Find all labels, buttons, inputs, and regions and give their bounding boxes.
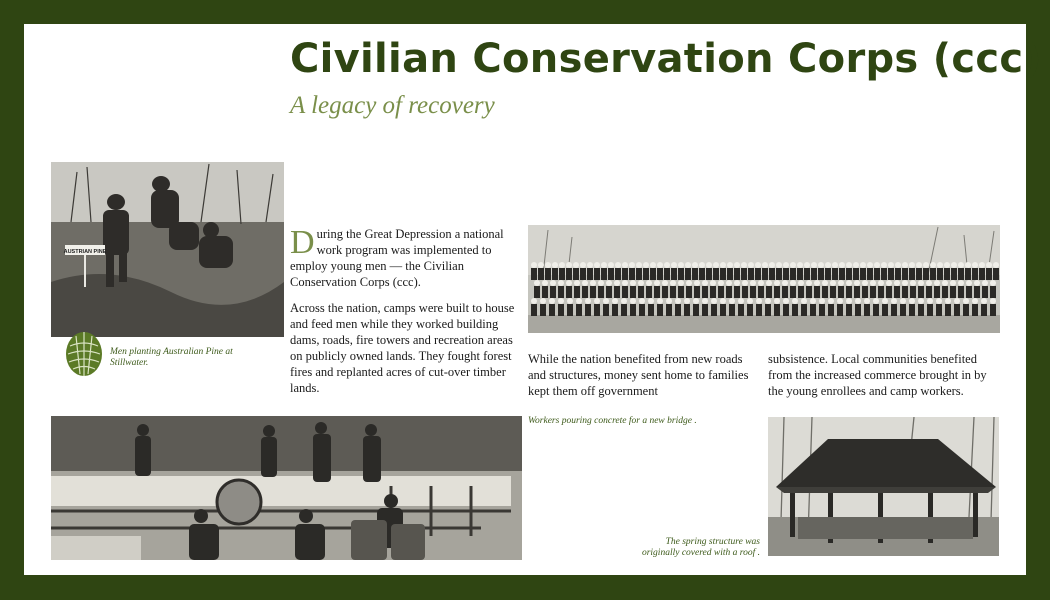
intro-text: [290, 226, 525, 396]
group-photo: [528, 225, 1000, 333]
group-caption: Workers pouring concrete for a new bridge .: [528, 416, 697, 426]
planting-caption: Men planting Australian Pine at Stillwater.: [110, 347, 233, 368]
intro-paragraph-1-text: uring the Great Depression a national work program was implemented to employ young men — the Civilian Conservation Corps (ccc).: [290, 227, 504, 289]
planting-photo: [51, 162, 284, 337]
benefits-column-2: subsistence. Local communities benefited from the increased commerce brought in by the young enrollees and camp workers.: [768, 352, 987, 398]
pinecone-icon: [60, 328, 108, 378]
spring-photo: [768, 417, 999, 556]
page-subtitle: A legacy of recovery: [290, 92, 495, 119]
planting-sign-label: AUSTRIAN PINE: [63, 249, 107, 255]
sign-panel: [24, 24, 1042, 575]
concrete-photo: [51, 416, 522, 560]
intro-paragraph-2: Across the nation, camps were built to house and feed men while they worked building dams, roads, fire towers and recreation areas on publicly owned lands. They fought forest fires and replanted acres of cut-over timber lands.: [290, 301, 515, 395]
intro-paragraph-1: [290, 226, 525, 290]
dropcap: D: [290, 224, 315, 261]
page-title: Civilian Conservation Corps (ccc): [290, 36, 1042, 82]
spring-caption: The spring structure was originally covered with a roof .: [641, 537, 760, 558]
benefits-column-1: While the nation benefited from new roads and structures, money sent home to families kept them off government: [528, 352, 749, 398]
